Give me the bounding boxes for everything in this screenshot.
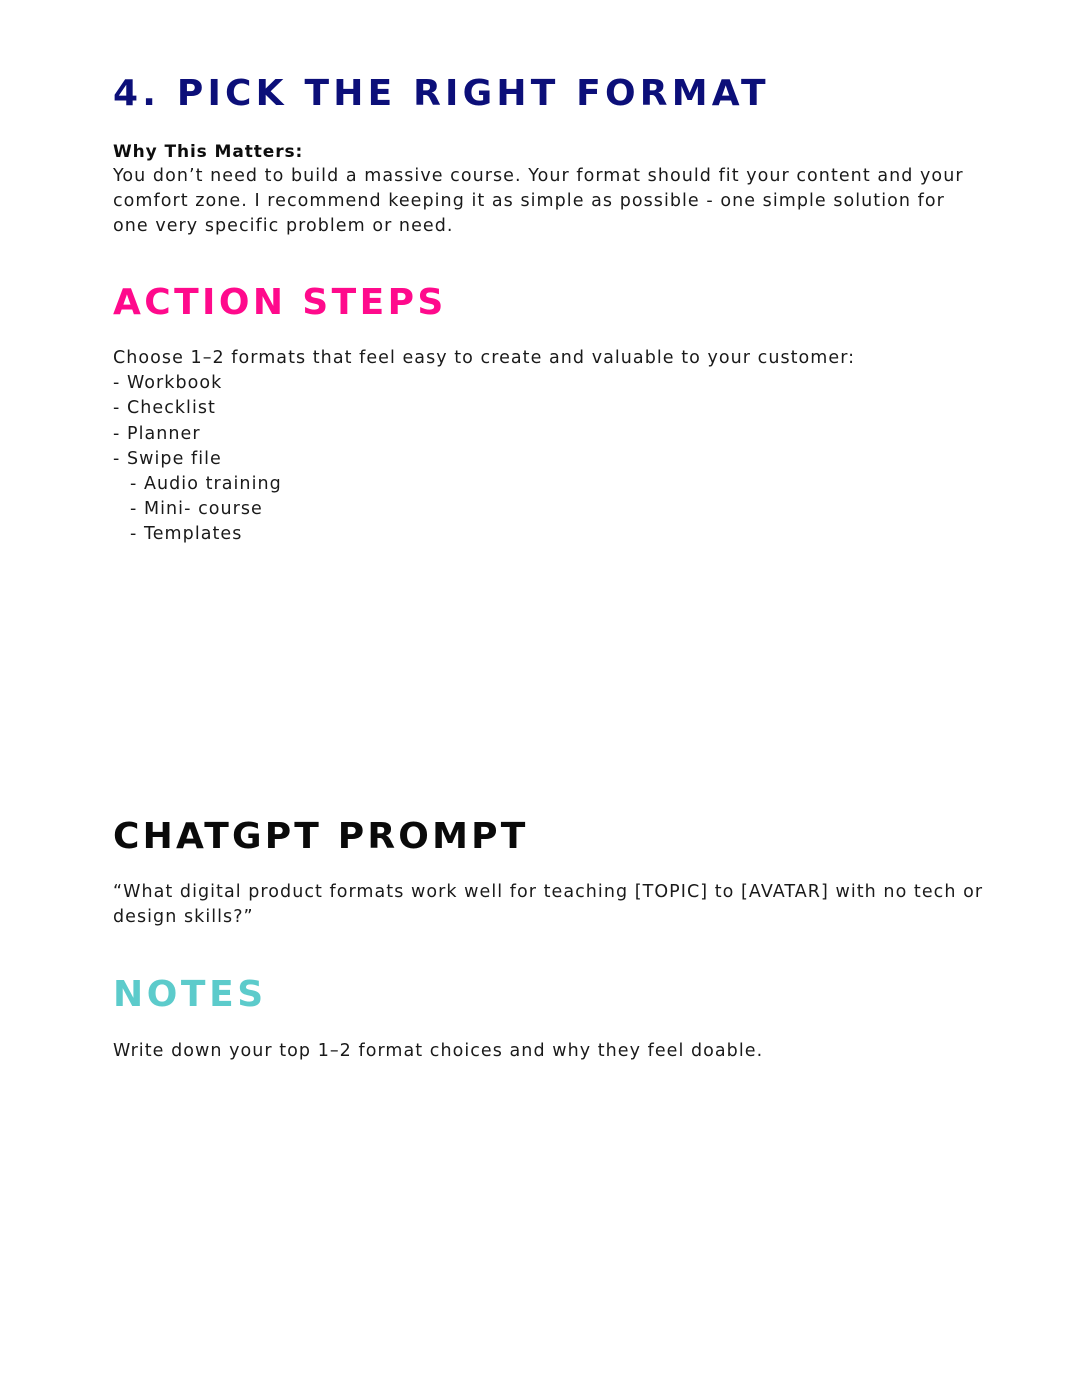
format-item: - Checklist [113, 398, 216, 419]
format-sub-item: - Mini- course [130, 499, 263, 520]
format-sub-item: - Audio training [130, 474, 282, 495]
format-sub-item: - Templates [130, 524, 243, 545]
chatgpt-prompt-heading: CHATGPT PROMPT [113, 816, 529, 857]
format-item: - Swipe file [113, 448, 222, 469]
chatgpt-prompt-text [113, 880, 993, 930]
format-item: - Workbook [113, 373, 223, 394]
why-this-matters-body [113, 164, 993, 240]
why-this-matters-label: Why This Matters: [113, 142, 304, 162]
why-line: You don’t need to build a massive course. Your format should fit your content and your [113, 166, 964, 186]
action-steps-list [113, 346, 993, 548]
prompt-line: design skills?” [113, 907, 254, 928]
format-item: - Planner [113, 423, 201, 444]
action-steps-intro: Choose 1–2 formats that feel easy to create and valuable to your customer: [113, 348, 856, 368]
notes-heading: NOTES [113, 974, 267, 1015]
notes-instruction: Write down your top 1–2 format choices and why they feel doable. [113, 1041, 764, 1061]
action-steps-heading: ACTION STEPS [113, 282, 447, 323]
why-line: comfort zone. I recommend keeping it as simple as possible - one simple solution for [113, 191, 945, 212]
prompt-line: “What digital product formats work well for teaching [TOPIC] to [AVATAR] with no tech or [113, 882, 984, 902]
why-line: one very specific problem or need. [113, 216, 454, 237]
section-title: 4. PICK THE RIGHT FORMAT [113, 73, 770, 114]
